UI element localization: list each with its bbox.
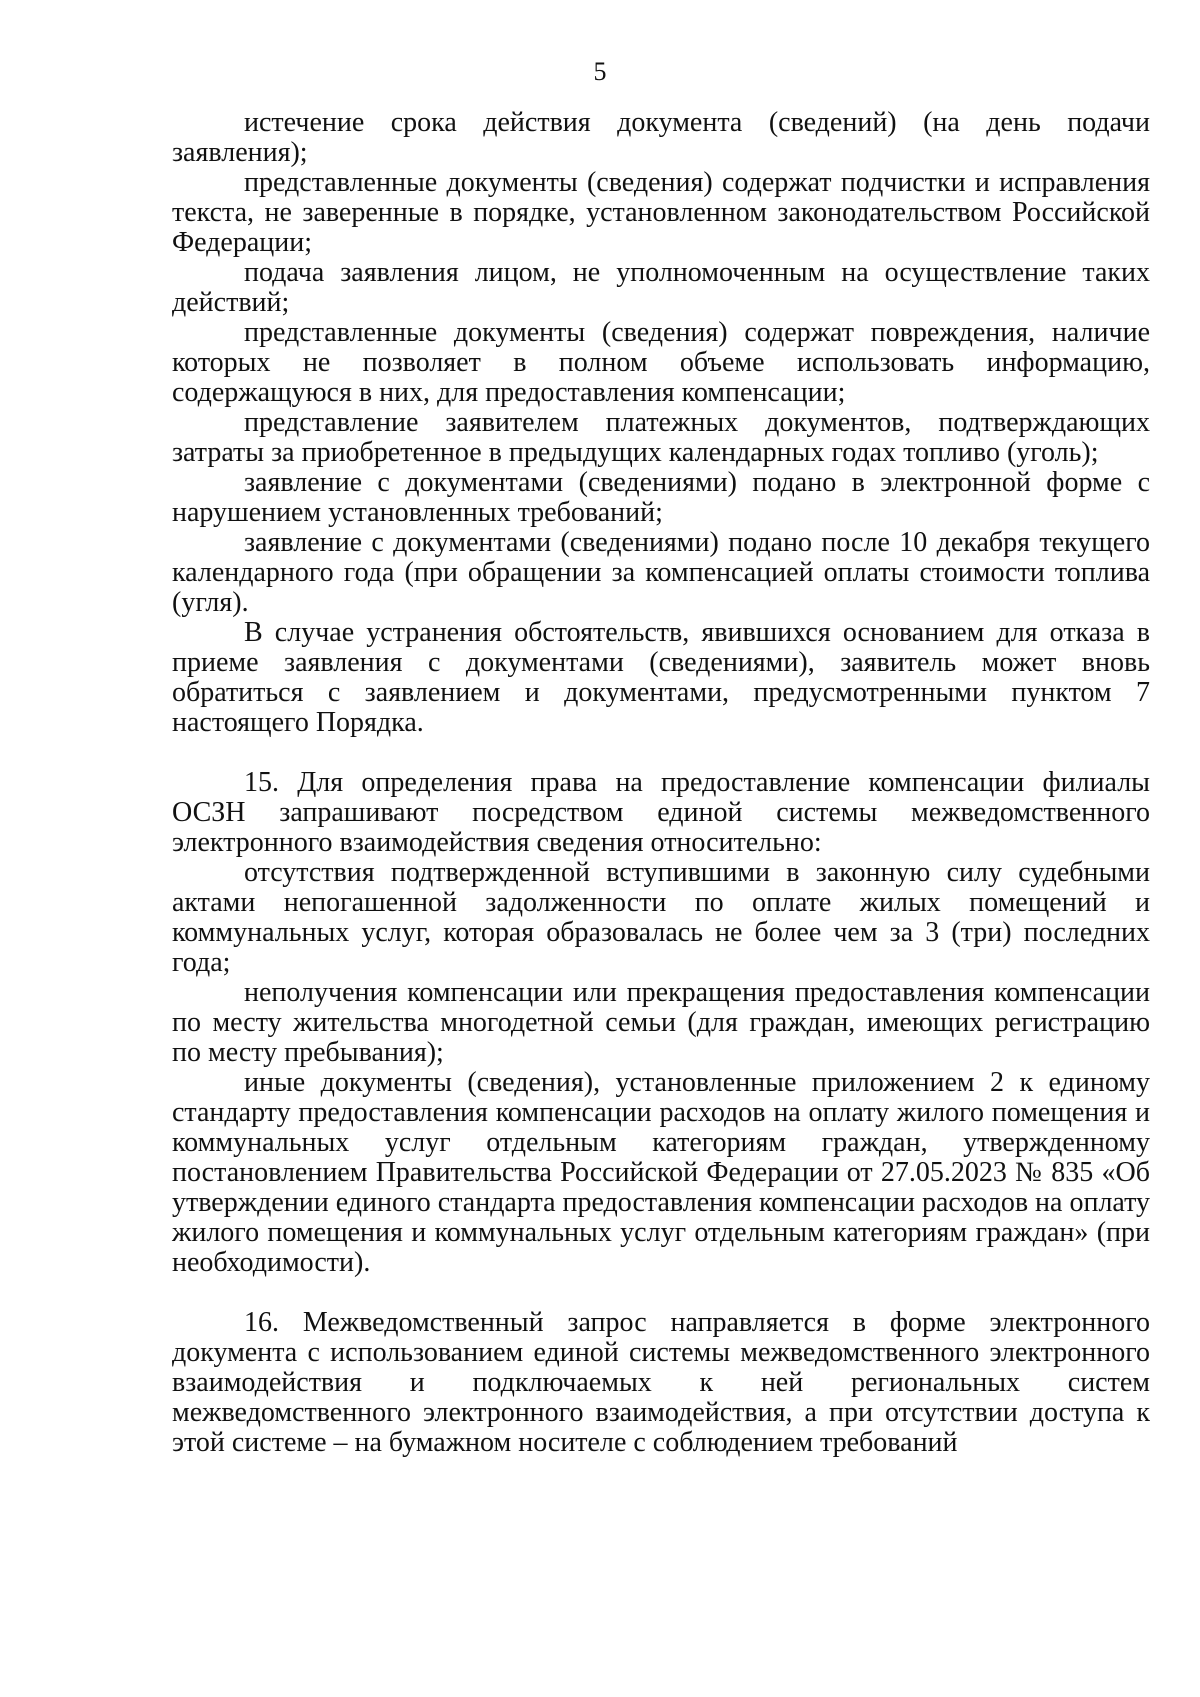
page-number: 5 xyxy=(593,57,607,86)
clause-16-paragraph: 16. Межведомственный запрос направляется в форме электронного документа с использованием единой системы межведомственного электронного взаимодействия и подключаемых к ней региональных систем межведомственного электронного взаимодействия, а при отсутствии доступа к этой системе – на бумажном носителе с соблюдением требований xyxy=(172,1307,1150,1458)
paragraph: представленные документы (сведения) содержат подчистки и исправления текста, не заверенные в порядке, установленном законодательством Российской Федерации; xyxy=(172,167,1150,258)
paragraph: неполучения компенсации или прекращения предоставления компенсации по месту жительства многодетной семьи (для граждан, имеющих регистрацию по месту пребывания); xyxy=(172,977,1150,1068)
paragraph: иные документы (сведения), установленные приложением 2 к единому стандарту предоставления компенсации расходов на оплату жилого помещения и коммунальных услуг отдельным категориям граждан, утвержденному постановлением Правительства Российской Федерации от 27.05.2023 № 835 «Об утверждении единого стандарта предоставления компенсации расходов на оплату жилого помещения и коммунальных услуг отдельным категориям граждан» (при необходимости). xyxy=(172,1067,1150,1278)
paragraph: истечение срока действия документа (сведений) (на день подачи заявления); xyxy=(172,107,1150,168)
paragraph: заявление с документами (сведениями) подано в электронной форме с нарушением установленных требований; xyxy=(172,467,1150,528)
section-gap xyxy=(172,1278,1150,1308)
paragraph: В случае устранения обстоятельств, явившихся основанием для отказа в приеме заявления с документами (сведениями), заявитель может вновь обратиться с заявлением и документами, предусмотренными пунктом 7 настоящего Порядка. xyxy=(172,617,1150,738)
paragraph: подача заявления лицом, не уполномоченным на осуществление таких действий; xyxy=(172,257,1150,318)
paragraph: отсутствия подтвержденной вступившими в законную силу судебными актами непогашенной задолженности по оплате жилых помещений и коммунальных услуг, которая образовалась не более чем за 3 (три) последних года; xyxy=(172,857,1150,978)
paragraph: представленные документы (сведения) содержат повреждения, наличие которых не позволяет в полном объеме использовать информацию, содержащуюся в них, для предоставления компенсации; xyxy=(172,317,1150,408)
document-body xyxy=(172,108,1150,1458)
paragraph: заявление с документами (сведениями) подано после 10 декабря текущего календарного года (при обращении за компенсацией оплаты стоимости топлива (угля). xyxy=(172,527,1150,618)
clause-15-paragraph: 15. Для определения права на предоставление компенсации филиалы ОСЗН запрашивают посредством единой системы межведомственного электронного взаимодействия сведения относительно: xyxy=(172,767,1150,858)
section-gap xyxy=(172,738,1150,768)
paragraph: представление заявителем платежных документов, подтверждающих затраты за приобретенное в предыдущих календарных годах топливо (уголь); xyxy=(172,407,1150,468)
